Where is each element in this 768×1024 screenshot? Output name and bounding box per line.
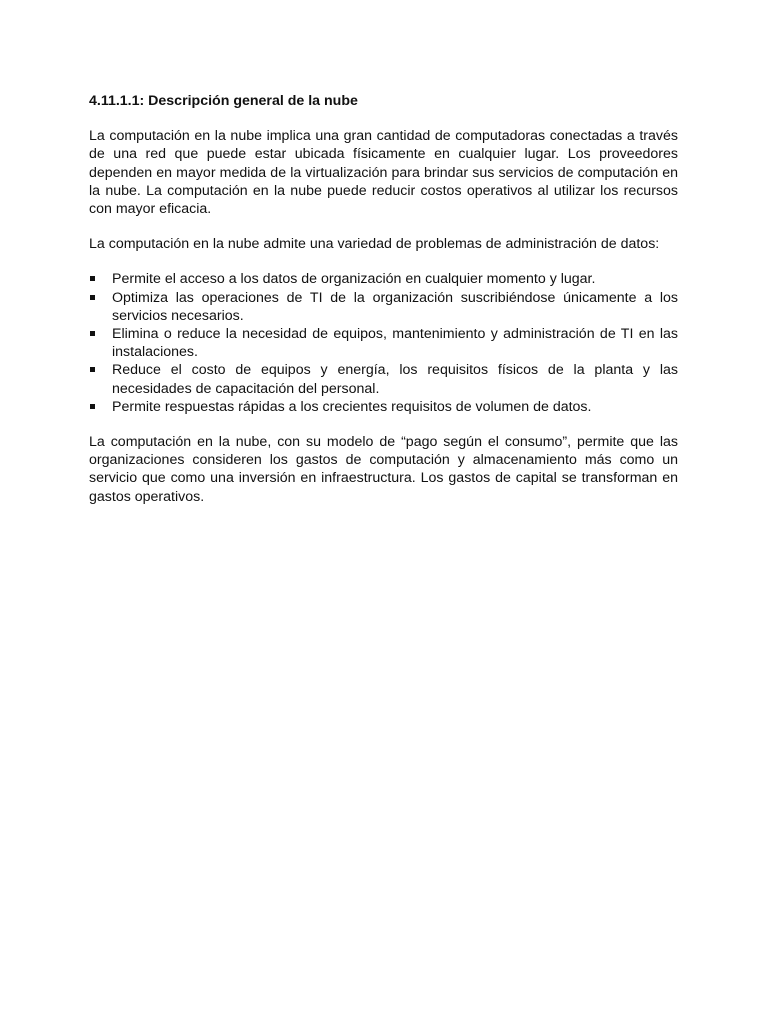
list-item-text: Reduce el costo de equipos y energía, los requisitos físicos de la planta y las necesidades de capacitación del personal. [112, 362, 678, 397]
list-item [89, 325, 678, 361]
list-item [89, 398, 678, 416]
list-item [89, 289, 678, 325]
square-bullet-icon [90, 276, 95, 281]
paragraph-list-intro: La computación en la nube admite una variedad de problemas de administración de datos: [89, 236, 660, 253]
list-item-text: Elimina o reduce la necesidad de equipos, mantenimiento y administración de TI en las instalaciones. [112, 326, 678, 361]
list-item-text: Optimiza las operaciones de TI de la organización suscribiéndose únicamente a los servicios necesarios. [112, 289, 678, 324]
paragraph-conclusion: La computación en la nube, con su modelo de “pago según el consumo”, permite que las organizaciones consideren los gastos de computación y almacenamiento más como un servicio que como una inversión en infraestructura. Los gastos de capital se transforman en gastos operativos. [89, 434, 678, 505]
benefits-list [89, 270, 678, 416]
list-item-text: Permite respuestas rápidas a los crecientes requisitos de volumen de datos. [112, 398, 592, 415]
square-bullet-icon [90, 331, 95, 336]
square-bullet-icon [90, 367, 95, 372]
document-page [89, 92, 678, 523]
list-item-text: Permite el acceso a los datos de organización en cualquier momento y lugar. [112, 271, 596, 288]
section-heading: 4.11.1.1: Descripción general de la nube [89, 93, 358, 109]
square-bullet-icon [90, 295, 95, 300]
square-bullet-icon [90, 404, 95, 409]
list-item [89, 270, 678, 288]
list-item [89, 361, 678, 397]
paragraph-intro: La computación en la nube implica una gran cantidad de computadoras conectadas a través de una red que puede estar ubicada físicamente en cualquier lugar. Los proveedores dependen en mayor medida de la virtualización para brindar sus servicios de computación en la nube. La computación en la nube puede reducir costos operativos al utilizar los recursos con mayor eficacia. [89, 128, 678, 218]
